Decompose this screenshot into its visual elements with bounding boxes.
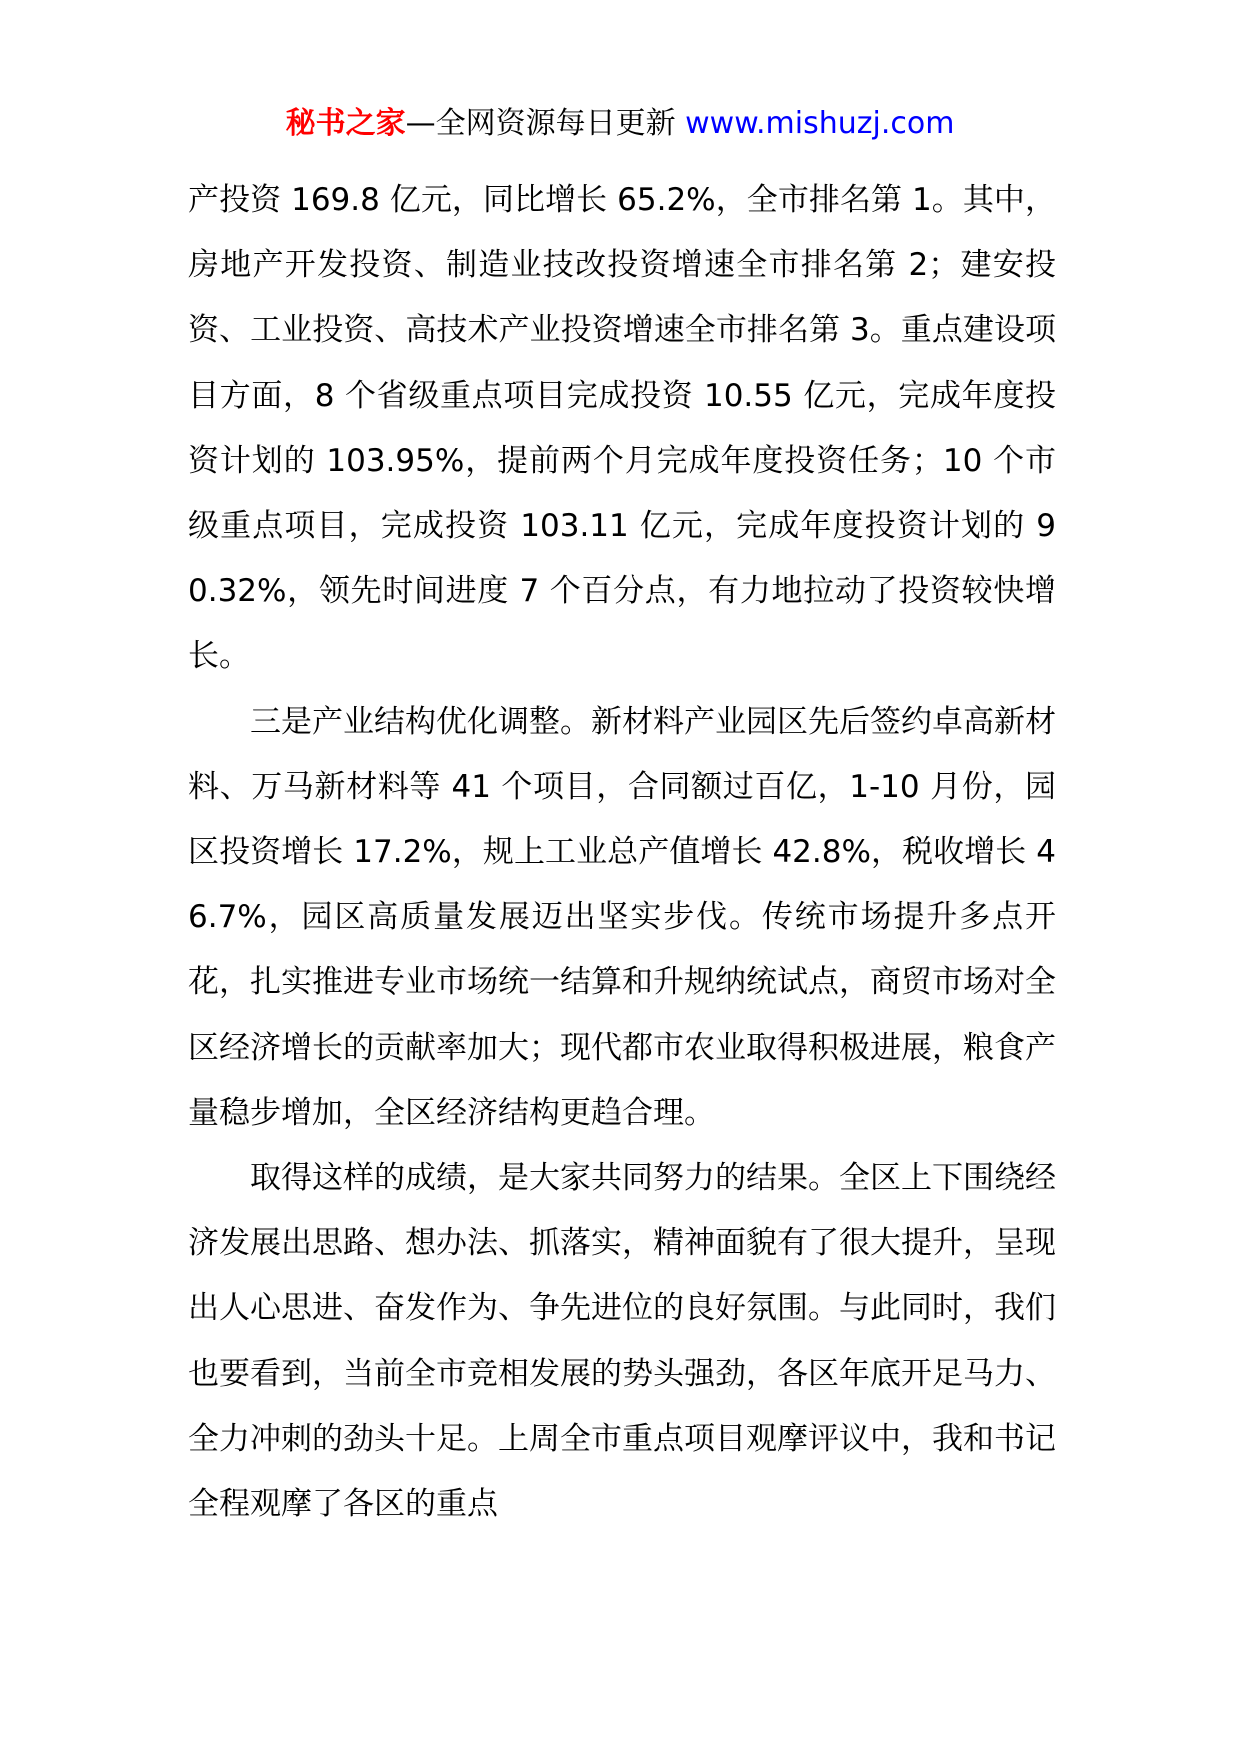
document-body [188, 168, 1056, 1537]
site-url-link[interactable]: www.mishuzj.com [685, 106, 955, 141]
site-header [0, 104, 1240, 144]
site-slogan: —全网资源每日更新 [405, 106, 686, 141]
paragraph-achievements: 取得这样的成绩，是大家共同努力的结果。全区上下围绕经济发展出思路、想办法、抓落实，精神面貌有了很大提升，呈现出人心思进、奋发作为、争先进位的良好氛围。与此同时，我们也要看到，当前全市竞相发展的势头强劲，各区年底开足马力、全力冲刺的劲头十足。上周全市重点项目观摩评议中，我和书记全程观摩了各区的重点 [188, 1160, 1056, 1523]
site-brand: 秘书之家 [285, 106, 406, 141]
paragraph-industry-structure: 三是产业结构优化调整。新材料产业园区先后签约卓高新材料、万马新材料等 41 个项目，合同额过百亿，1-10 月份，园区投资增长 17.2%，规上工业总产值增长 42.8%，税收增长 46.7%，园区高质量发展迈出坚实步伐。传统市场提升多点开花，扎实推进专业市场统一结算和升规纳统试点，商贸市场对全区经济增长的贡献率加大；现代都市农业取得积极进展，粮食产量稳步增加，全区经济结构更趋合理。 [188, 703, 1056, 1131]
paragraph-continuation: 产投资 169.8 亿元，同比增长 65.2%，全市排名第 1。其中，房地产开发投资、制造业技改投资增速全市排名第 2；建安投资、工业投资、高技术产业投资增速全市排名第 3。重点建设项目方面，8 个省级重点项目完成投资 10.55 亿元，完成年度投资计划的 103.95%，提前两个月完成年度投资任务；10 个市级重点项目，完成投资 103.11 亿元，完成年度投资计划的 90.32%，领先时间进度 7 个百分点，有力地拉动了投资较快增长。 [188, 182, 1056, 675]
